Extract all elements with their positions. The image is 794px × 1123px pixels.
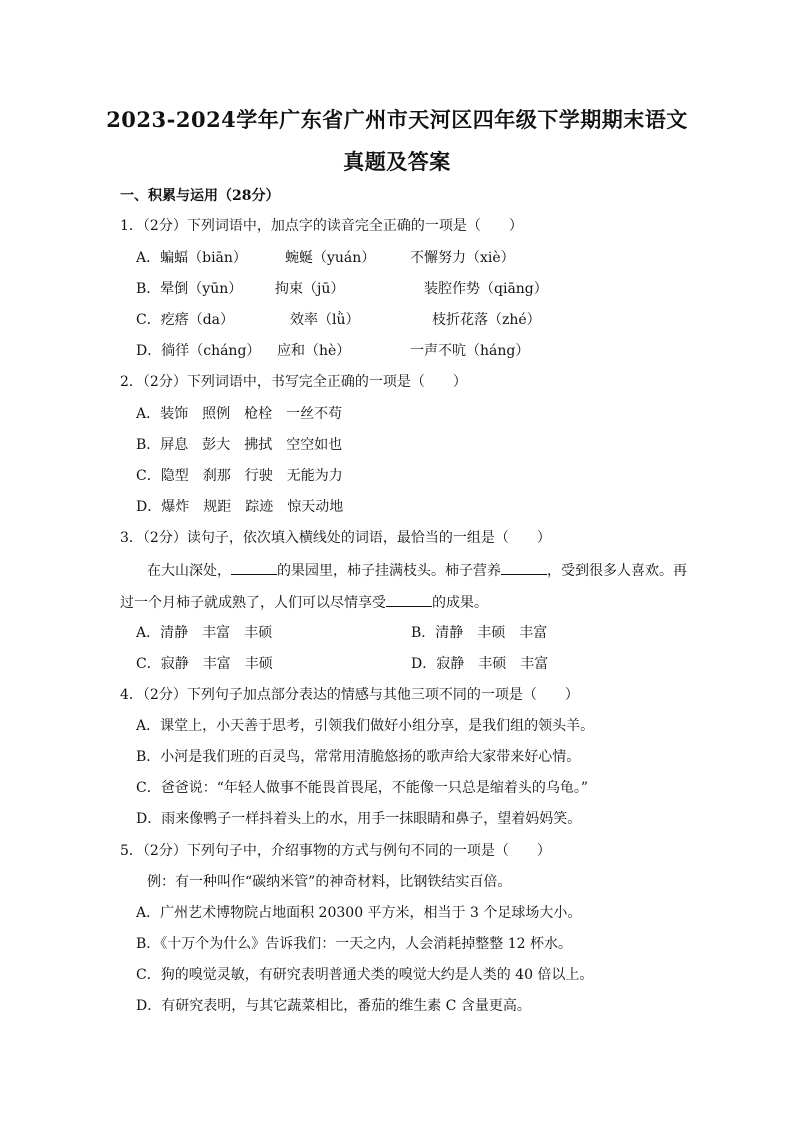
q4-option-d: D．雨来像鸭子一样抖着头上的水，用手一抹眼睛和鼻子，望着妈妈笑。	[136, 811, 582, 827]
q4-option-a: A．课堂上，小天善于思考，引领我们做好小组分享，是我们组的领头羊。	[136, 718, 595, 734]
q3-option-b: B．清静 丰硕 丰富	[411, 625, 548, 641]
q3-passage-text-1: 在大山深处，	[147, 563, 231, 579]
q3-passage-text-2: 的果园里，柿子挂满枝头。柿子营养	[277, 563, 501, 579]
q4-option-b: B．小河是我们班的百灵鸟，常常用清脆悠扬的歌声给大家带来好心情。	[136, 749, 581, 765]
q1-option-b-word2: 拘束（jū）	[275, 281, 345, 297]
q1-option-c-word2: 效率（lǜ）	[290, 312, 360, 328]
question-1-stem: 1．（2分）下列词语中，加点字的读音完全正确的一项是（ ）	[120, 218, 523, 234]
q1-option-c-word3: 枝折花落（zhé）	[432, 312, 541, 328]
question-5-stem: 5．（2分）下列句子中，介绍事物的方式与例句不同的一项是（ ）	[120, 843, 551, 859]
q3-passage-line2	[120, 592, 488, 613]
q5-option-d: D．有研究表明，与其它蔬菜相比，番茄的维生素 C 含量更高。	[136, 998, 531, 1014]
question-3-stem: 3．（2分）读句子，依次填入横线处的词语，最恰当的一组是（ ）	[120, 530, 551, 546]
document-title-line2: 真题及答案	[343, 149, 451, 174]
q1-option-c-word1: C．疙瘩（da）	[136, 312, 235, 328]
answer-blank-1[interactable]	[231, 560, 277, 575]
q1-option-d-word3: 一声不吭（háng）	[410, 343, 530, 359]
q3-passage-line1	[147, 560, 687, 581]
q3-passage-text-5: 的成果。	[432, 595, 488, 611]
q2-option-a: A．装饰 照例 枪栓 一丝不苟	[136, 406, 343, 422]
question-2-stem: 2．（2分）下列词语中，书写完全正确的一项是（ ）	[120, 374, 467, 390]
q2-option-d: D．爆炸 规距 踪迹 惊天动地	[136, 499, 344, 515]
answer-blank-3[interactable]	[386, 592, 432, 607]
q1-option-a-word3: 不懈努力（xiè）	[410, 250, 515, 266]
q5-option-c: C．狗的嗅觉灵敏，有研究表明普通犬类的嗅觉大约是人类的 40 倍以上。	[136, 967, 594, 983]
q1-option-d-word1: D．徜徉（cháng）	[136, 343, 261, 359]
q1-option-a-word1: A．蝙蝠（biān）	[136, 250, 247, 266]
answer-blank-2[interactable]	[501, 560, 547, 575]
q1-option-b-word3: 装腔作势（qiāng）	[424, 281, 548, 297]
q3-option-d: D．寂静 丰硕 丰富	[411, 656, 549, 672]
q2-option-c: C．隐型 刹那 行驶 无能为力	[136, 468, 343, 484]
q4-option-c: C．爸爸说：“年轻人做事不能畏首畏尾，不能像一只总是缩着头的乌龟。”	[136, 780, 589, 796]
q3-passage-text-3: ，受到很多人喜欢。再	[547, 563, 687, 579]
q3-option-a: A．清静 丰富 丰硕	[136, 625, 273, 641]
q1-option-d-word2: 应和（hè）	[277, 343, 351, 359]
q5-option-a: A．广州艺术博物院占地面积 20300 平方米，相当于 3 个足球场大小。	[136, 905, 582, 921]
q3-passage-text-4: 过一个月柿子就成熟了，人们可以尽情享受	[120, 595, 386, 611]
q5-option-b: B．《十万个为什么》告诉我们：一天之内，人会消耗掉整整 12 杯水。	[136, 936, 573, 952]
q2-option-b: B．屏息 彭大 拂拭 空空如也	[136, 437, 343, 453]
q5-example: 例：有一种叫作“碳纳米管”的神奇材料，比钢铁结实百倍。	[147, 874, 512, 890]
question-4-stem: 4．（2分）下列句子加点部分表达的情感与其他三项不同的一项是（ ）	[120, 687, 579, 703]
q1-option-a-word2: 蜿蜒（yuán）	[285, 250, 376, 266]
document-title-line1: 2023-2024学年广东省广州市天河区四年级下学期期末语文	[106, 107, 688, 132]
q3-option-c: C．寂静 丰富 丰硕	[136, 656, 273, 672]
section-heading: 一、积累与运用（28分）	[120, 188, 280, 204]
q1-option-b-word1: B．晕倒（yūn）	[136, 281, 243, 297]
